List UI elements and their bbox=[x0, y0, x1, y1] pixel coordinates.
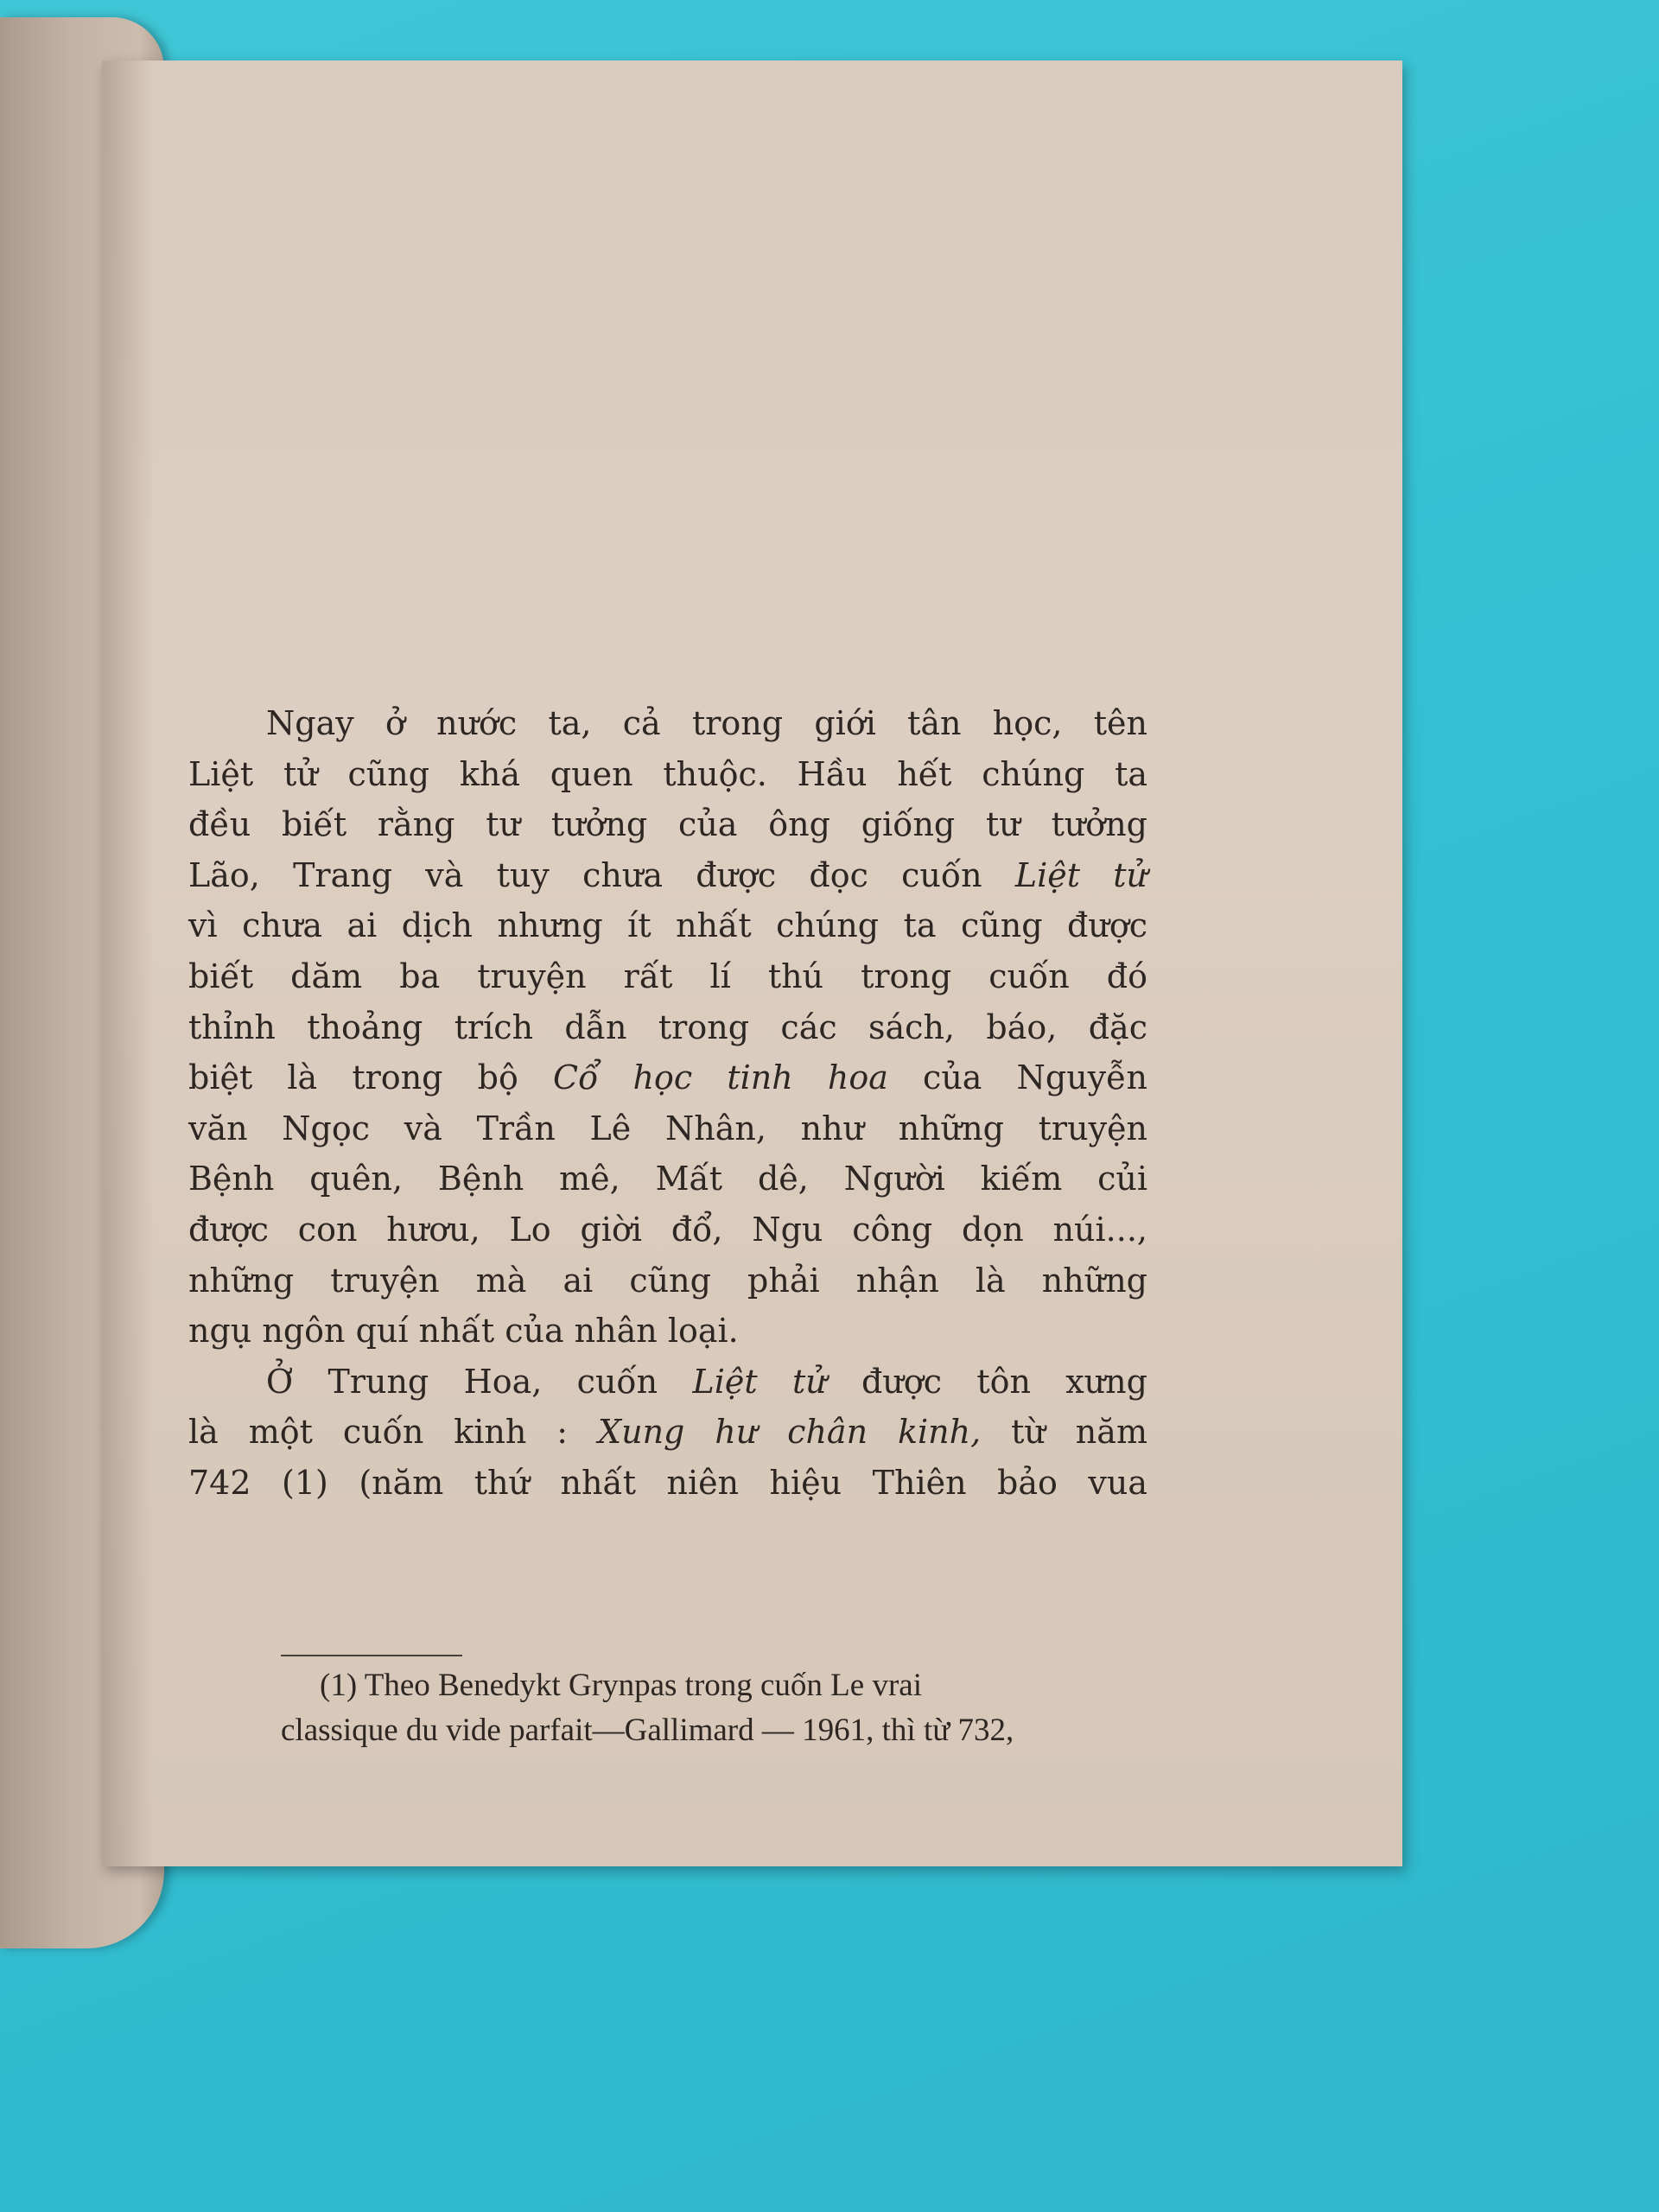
italic-title: Xung hư chân kinh, bbox=[598, 1413, 982, 1452]
italic-title: Liệt tử bbox=[1014, 855, 1147, 894]
text-line: Lão, Trang và tuy chưa được đọc cuốn Liệt tử bbox=[188, 855, 1147, 894]
text-line: Bệnh quên, Bệnh mê, Mất dê, Người kiếm củi bbox=[188, 1160, 1147, 1198]
text-line: những truyện mà ai cũng phải nhận là những bbox=[188, 1261, 1147, 1300]
italic-title: Cổ học tinh hoa bbox=[553, 1058, 888, 1097]
paragraph-1 bbox=[188, 698, 1147, 1357]
footnote-line: classique du vide parfait—Gallimard — 1961, thì từ 732, bbox=[281, 1713, 1014, 1748]
text-line: là một cuốn kinh : Xung hư chân kinh, từ năm bbox=[188, 1413, 1147, 1452]
text-line: ngụ ngôn quí nhất của nhân loại. bbox=[188, 1312, 739, 1351]
text-line: vì chưa ai dịch nhưng ít nhất chúng ta cũng được bbox=[188, 906, 1147, 945]
text-line: Ở Trung Hoa, cuốn Liệt tử được tôn xưng bbox=[266, 1362, 1147, 1401]
text-line: biết dăm ba truyện rất lí thú trong cuốn đó bbox=[188, 957, 1147, 995]
text-line: đều biết rằng tư tưởng của ông giống tư tưởng bbox=[188, 805, 1147, 844]
footnote-separator bbox=[281, 1655, 462, 1656]
text-line: được con hươu, Lo giời đổ, Ngu công dọn núi..., bbox=[188, 1210, 1147, 1249]
text-line: thỉnh thoảng trích dẫn trong các sách, báo, đặc bbox=[188, 1007, 1147, 1046]
text-line: Ngay ở nước ta, cả trong giới tân học, tên bbox=[266, 704, 1147, 742]
footnote-line: (1) Theo Benedykt Grynpas trong cuốn Le vrai bbox=[320, 1668, 922, 1703]
text-line: Liệt tử cũng khá quen thuộc. Hầu hết chúng ta bbox=[188, 754, 1147, 793]
paragraph-2 bbox=[188, 1357, 1147, 1509]
text-line: 742 (1) (năm thứ nhất niên hiệu Thiên bảo vua bbox=[188, 1463, 1147, 1502]
italic-title: Liệt tử bbox=[692, 1362, 827, 1401]
body-text bbox=[188, 698, 1147, 1509]
text-line: biệt là trong bộ Cổ học tinh hoa của Nguyễn bbox=[188, 1058, 1147, 1097]
text-line: văn Ngọc và Trần Lê Nhân, như những truyện bbox=[188, 1109, 1147, 1147]
page-shadow bbox=[102, 60, 154, 1866]
footnote bbox=[281, 1663, 1158, 1753]
